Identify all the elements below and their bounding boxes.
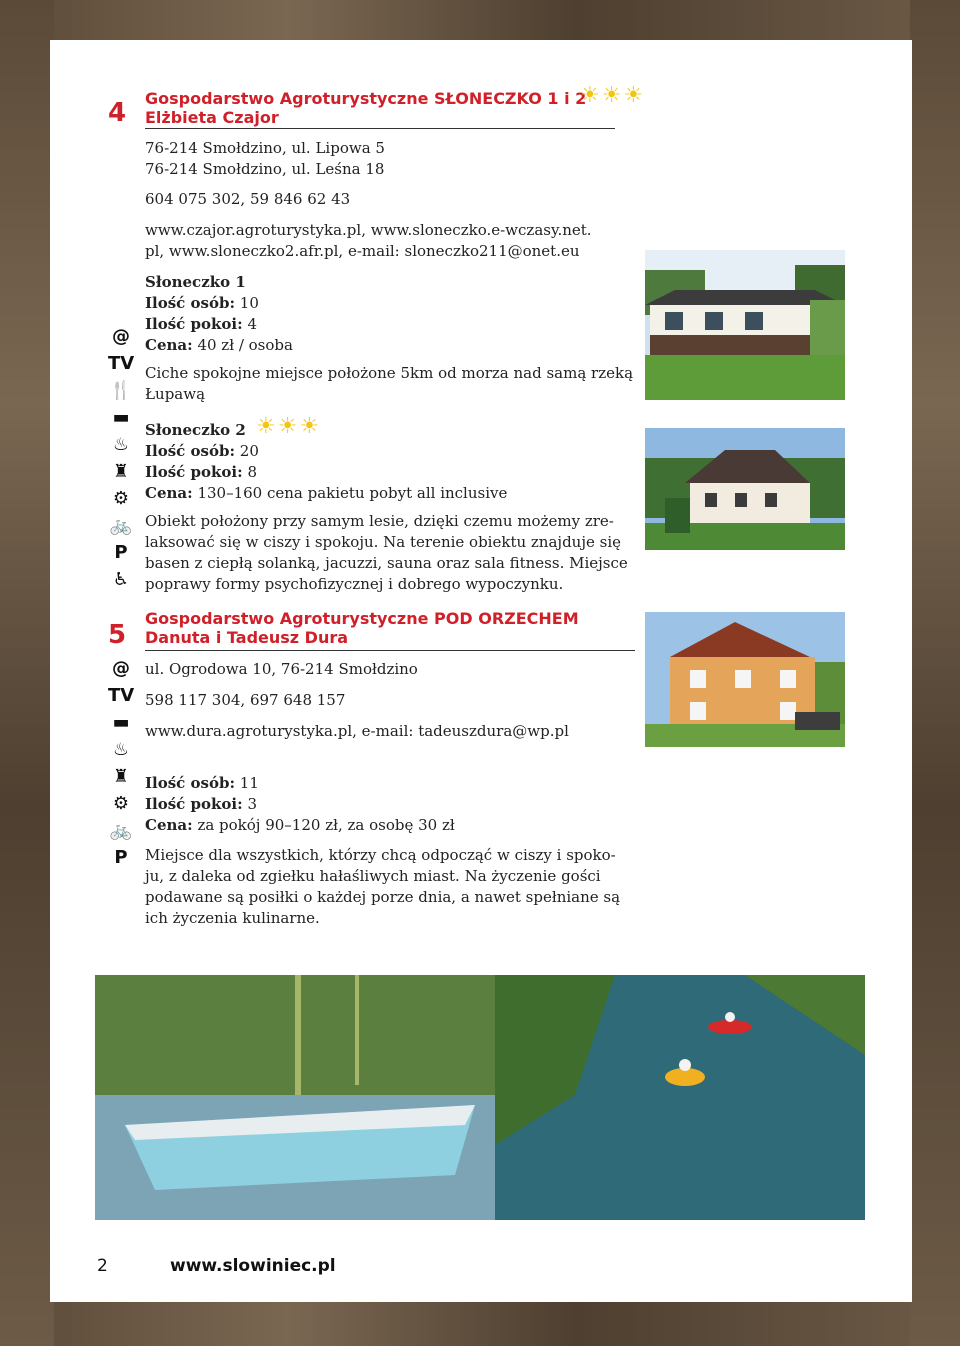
description: ich życzenia kulinarne.: [145, 909, 320, 927]
tv-icon: TV: [108, 353, 135, 374]
persons-label: Ilość osób:: [145, 294, 235, 312]
web-link[interactable]: www.czajor.agroturystyka.pl, www.sloneczko.e-wczasy.net.: [145, 221, 592, 239]
persons-label: Ilość osób:: [145, 442, 235, 460]
rooms-row: [145, 314, 257, 335]
unit-name: Słoneczko 2: [145, 421, 246, 439]
entry-owner: Elżbieta Czajor: [145, 108, 279, 127]
price-label: Cena:: [145, 484, 193, 502]
bonfire-icon: ♨: [112, 739, 130, 760]
site-link[interactable]: www.slowiniec.pl: [170, 1256, 336, 1276]
bonfire-icon: ♨: [112, 434, 130, 455]
rooms-value: 3: [247, 795, 257, 813]
grill-icon: ♜: [112, 766, 130, 787]
entry-number: 5: [108, 620, 127, 650]
price-label: Cena:: [145, 336, 193, 354]
persons-row: [145, 441, 259, 462]
restaurant-icon: 🍴: [109, 380, 133, 401]
price-row: [145, 335, 293, 356]
persons-value: 20: [239, 442, 259, 460]
price-row: [145, 815, 455, 836]
persons-label: Ilość osób:: [145, 774, 235, 792]
address-line: ul. Ogrodowa 10, 76-214 Smołdzino: [145, 660, 418, 678]
web-link[interactable]: www.dura.agroturystyka.pl, e-mail: tadeuszdura@wp.pl: [145, 722, 569, 740]
divider: [145, 128, 615, 129]
stroller-icon: ⚙: [112, 793, 130, 814]
kayak-river-photo: [495, 975, 865, 1220]
entry-number: 4: [108, 98, 127, 128]
description: Łupawą: [145, 385, 206, 403]
price-row: [145, 483, 507, 504]
description: Obiekt położony przy samym lesie, dzięki czemu możemy zre-: [145, 512, 614, 530]
description: Miejsce dla wszystkich, którzy chcą odpocząć w ciszy i spoko-: [145, 846, 616, 864]
price-value: za pokój 90–120 zł, za osobę 30 zł: [197, 816, 455, 834]
kayak-river-photo-svg: [495, 975, 865, 1220]
house-photo-2: [645, 428, 845, 550]
persons-row: [145, 773, 259, 794]
description: basen z ciepłą solanką, jacuzzi, sauna oraz sala fitness. Miejsce: [145, 554, 628, 572]
wheelchair-icon: ♿: [112, 569, 130, 590]
house-photo-3: [645, 612, 845, 747]
frame-left: [0, 0, 54, 1346]
phone: 598 117 304, 697 648 157: [145, 691, 346, 709]
bicycle-icon: 🚲: [109, 820, 133, 841]
phone: 604 075 302, 59 846 62 43: [145, 190, 351, 208]
entry-title: Gospodarstwo Agroturystyczne SŁONECZKO 1 i 2: [145, 89, 587, 108]
amenity-icons: [108, 323, 134, 593]
entry-owner: Danuta i Tadeusz Dura: [145, 628, 349, 647]
lake-boat-photo: [95, 975, 495, 1220]
parking-icon: P: [114, 542, 128, 563]
bicycle-icon: 🚲: [109, 515, 133, 536]
web-link[interactable]: pl, www.sloneczko2.afr.pl, e-mail: sloneczko211@onet.eu: [145, 242, 580, 260]
kitchen-icon: ▬: [112, 407, 130, 428]
description: laksować się w ciszy i spokoju. Na terenie obiektu znajduje się: [145, 533, 621, 551]
rooms-label: Ilość pokoi:: [145, 315, 243, 333]
sun-rating-icon: ☀☀☀: [256, 414, 322, 439]
amenity-icons: [108, 655, 134, 871]
stroller-icon: ⚙: [112, 488, 130, 509]
persons-row: [145, 293, 259, 314]
entry-title: Gospodarstwo Agroturystyczne POD ORZECHEM: [145, 609, 579, 628]
house-photo-1-svg: [645, 250, 845, 400]
unit-name: Słoneczko 1: [145, 273, 246, 291]
house-photo-1: [645, 250, 845, 400]
rooms-label: Ilość pokoi:: [145, 463, 243, 481]
address-line: 76-214 Smołdzino, ul. Leśna 18: [145, 160, 385, 178]
frame-bottom: [0, 1300, 960, 1346]
frame-right: [910, 0, 960, 1346]
house-photo-3-svg: [645, 612, 845, 747]
description: Ciche spokojne miejsce położone 5km od morza nad samą rzeką: [145, 364, 634, 382]
description: ju, z daleka od zgiełku hałaśliwych miast. Na życzenie gości: [145, 867, 601, 885]
lake-boat-photo-svg: [95, 975, 495, 1220]
persons-value: 10: [239, 294, 259, 312]
price-value: 40 zł / osoba: [197, 336, 293, 354]
rooms-value: 8: [247, 463, 257, 481]
grill-icon: ♜: [112, 461, 130, 482]
price-value: 130–160 cena pakietu pobyt all inclusive: [197, 484, 508, 502]
rooms-value: 4: [247, 315, 257, 333]
email-icon: @: [112, 326, 130, 347]
kitchen-icon: ▬: [112, 712, 130, 733]
house-photo-2-svg: [645, 428, 845, 550]
description: podawane są posiłki o każdej porze dnia, a nawet spełniane są: [145, 888, 621, 906]
rooms-row: [145, 794, 257, 815]
address-line: 76-214 Smołdzino, ul. Lipowa 5: [145, 139, 385, 157]
sun-rating-icon: ☀☀☀: [580, 83, 646, 108]
tv-icon: TV: [108, 685, 135, 706]
rooms-row: [145, 462, 257, 483]
description: poprawy formy psychofizycznej i dobrego wypoczynku.: [145, 575, 564, 593]
price-label: Cena:: [145, 816, 193, 834]
frame-top: [0, 0, 960, 44]
email-icon: @: [112, 658, 130, 679]
persons-value: 11: [239, 774, 259, 792]
rooms-label: Ilość pokoi:: [145, 795, 243, 813]
divider: [145, 650, 635, 651]
parking-icon: P: [114, 847, 128, 868]
page-number: 2: [97, 1256, 108, 1276]
